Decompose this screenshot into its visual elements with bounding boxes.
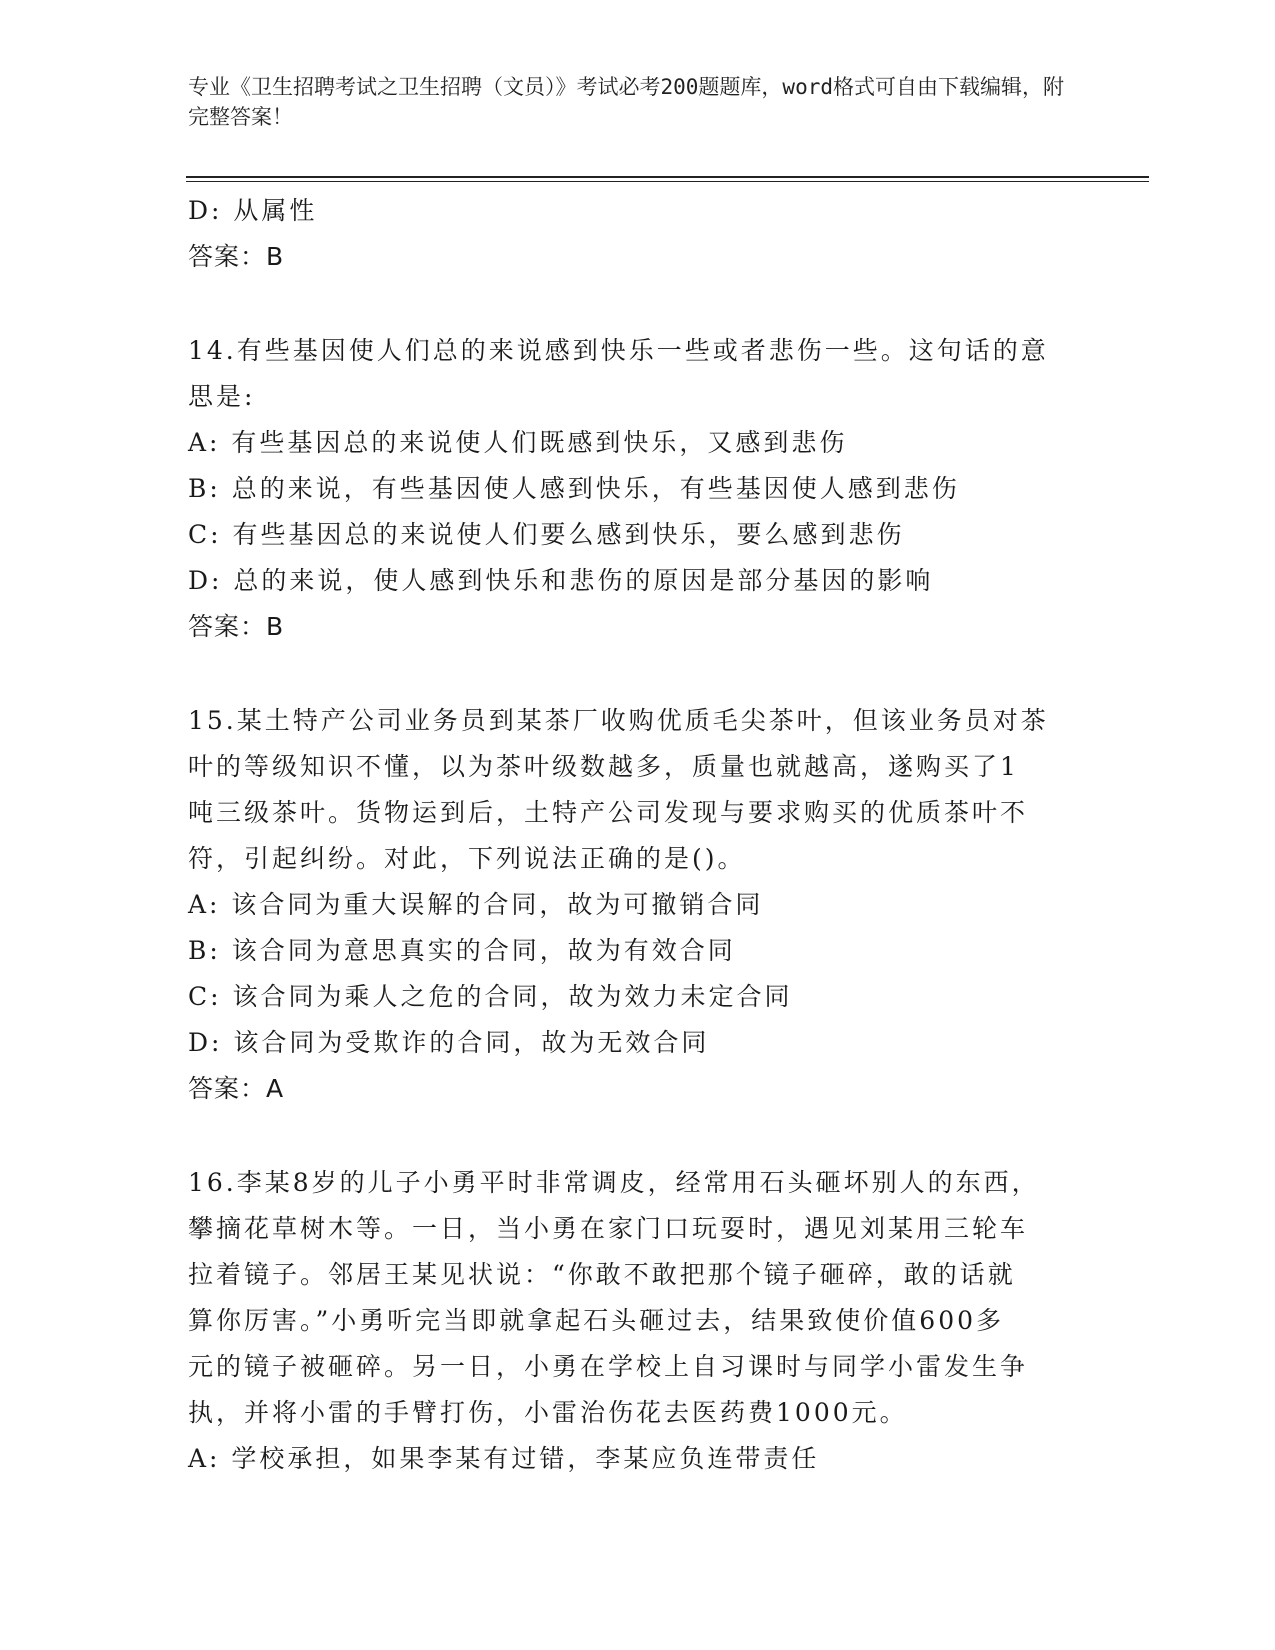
q14-answer: 答案：B xyxy=(188,612,285,641)
q14-option-b: B: 总的来说，有些基因使人感到快乐，有些基因使人感到悲伤 xyxy=(188,474,960,503)
question-content xyxy=(188,188,1088,1482)
q15-option-c: C: 该合同为乘人之危的合同，故为效力未定合同 xyxy=(188,982,793,1011)
prev-answer: 答案：B xyxy=(188,242,285,271)
q15-answer: 答案：A xyxy=(188,1074,285,1103)
q14-option-c: C: 有些基因总的来说使人们要么感到快乐，要么感到悲伤 xyxy=(188,520,905,549)
q15-option-a: A: 该合同为重大误解的合同，故为可撤销合同 xyxy=(188,890,764,919)
header-rule-thin xyxy=(186,181,1149,182)
q15-stem: 15.某土特产公司业务员到某茶厂收购优质毛尖茶叶，但该业务员对茶 叶的等级知识不懂，以为茶叶级数越多，质量也就越高，遂购买了1 吨三级茶叶。货物运到后，土特产公司发现与要求购买的优质茶叶不 符，引起纠纷。对此，下列说法正确的是()。 xyxy=(188,706,1049,873)
q16-stem: 16.李某8岁的儿子小勇平时非常调皮，经常用石头砸坏别人的东西， 攀摘花草树木等。一日，当小勇在家门口玩耍时，遇见刘某用三轮车 拉着镜子。邻居王某见状说：“你敢不敢把那个镜子砸碎，敢的话就 算你厉害。”小勇听完当即就拿起石头砸过去，结果致使价值600多 元的镜子被砸碎。另一日，小勇在学校上自习课时与同学小雷发生争 执，并将小雷的手臂打伤，小雷治伤花去医药费1000元。 xyxy=(188,1168,1040,1427)
q15-option-d: D: 该合同为受欺诈的合同，故为无效合同 xyxy=(188,1028,710,1057)
q14-option-a: A: 有些基因总的来说使人们既感到快乐，又感到悲伤 xyxy=(188,428,848,457)
q15-option-b: B: 该合同为意思真实的合同，故为有效合同 xyxy=(188,936,736,965)
prev-option-d: D: 从属性 xyxy=(188,196,318,225)
q14-stem: 14.有些基因使人们总的来说感到快乐一些或者悲伤一些。这句话的意 思是: xyxy=(188,336,1049,411)
q16-option-a: A: 学校承担，如果李某有过错，李某应负连带责任 xyxy=(188,1444,820,1473)
document-header: 专业《卫生招聘考试之卫生招聘（文员）》考试必考200题题库，word格式可自由下载编辑，附完整答案！ xyxy=(188,75,1064,129)
q14-option-d: D: 总的来说，使人感到快乐和悲伤的原因是部分基因的影响 xyxy=(188,566,934,595)
header-rule-thick xyxy=(186,176,1149,178)
